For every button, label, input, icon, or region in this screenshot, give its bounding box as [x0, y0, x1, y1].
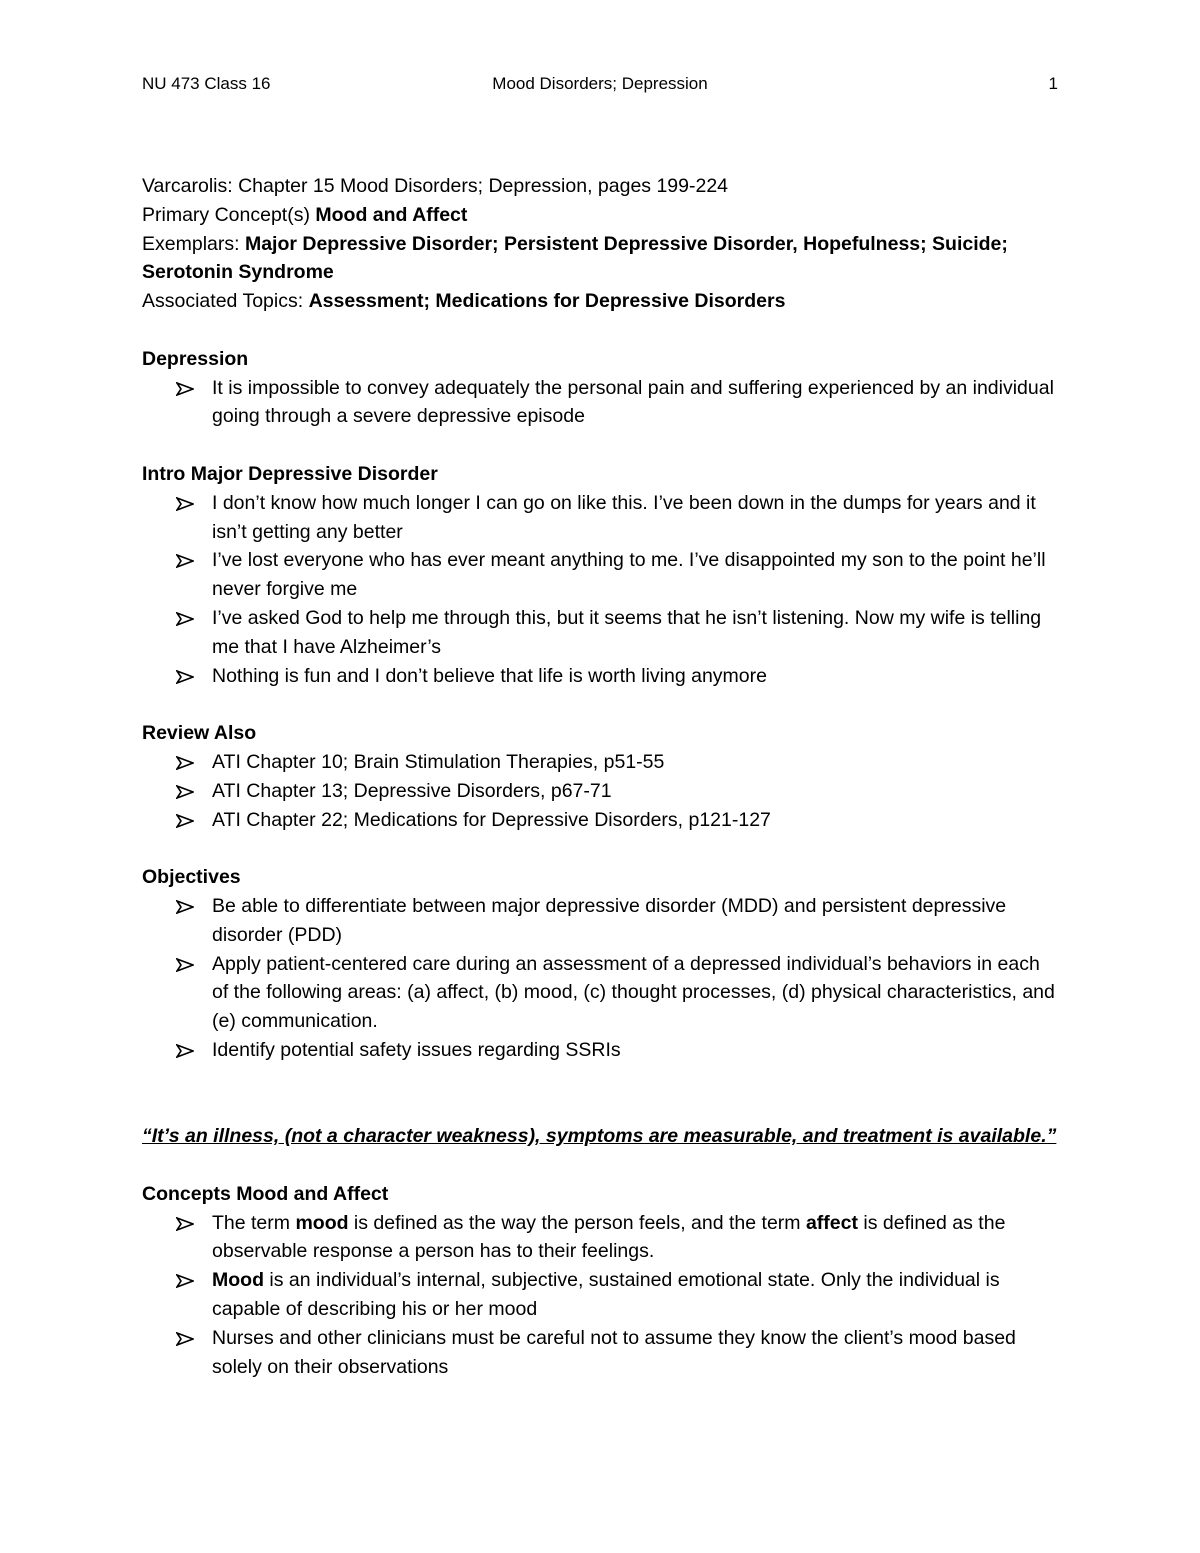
- list-item: I’ve asked God to help me through this, but it seems that he isn’t listening. Now my wife is telling me that I have Alzheimer’s: [142, 604, 1060, 662]
- arrow-bullet-icon: [176, 950, 196, 972]
- list-item: ATI Chapter 22; Medications for Depressive Disorders, p121-127: [142, 806, 1060, 835]
- list-item: Nothing is fun and I don’t believe that life is worth living anymore: [142, 662, 1060, 691]
- arrow-bullet-icon: [176, 1266, 196, 1288]
- list-item: Mood is an individual’s internal, subjective, sustained emotional state. Only the individual is capable of describing his or her mood: [142, 1266, 1060, 1324]
- section-intro-mdd: [142, 460, 1060, 690]
- section-depression: [142, 345, 1060, 431]
- arrow-bullet-icon: [176, 748, 196, 770]
- arrow-bullet-icon: [176, 662, 196, 684]
- associated-topics: Associated Topics: Assessment; Medications for Depressive Disorders: [142, 290, 786, 313]
- list-item: The term mood is defined as the way the person feels, and the term affect is defined as the observable response a person has to their feelings.: [142, 1209, 1060, 1267]
- section-objectives: [142, 863, 1060, 1065]
- list-item: I don’t know how much longer I can go on like this. I’ve been down in the dumps for years and it isn’t getting any better: [142, 489, 1060, 547]
- section-review-also: [142, 719, 1060, 834]
- primary-concepts: Primary Concept(s) Mood and Affect: [142, 203, 468, 226]
- section-heading: Intro Major Depressive Disorder: [142, 462, 438, 485]
- page-header: [142, 74, 1058, 100]
- list-item: It is impossible to convey adequately the personal pain and suffering experienced by an individual going through a severe depressive episode: [142, 374, 1060, 432]
- section-heading: Concepts Mood and Affect: [142, 1182, 389, 1205]
- arrow-bullet-icon: [176, 489, 196, 511]
- list-item: Identify potential safety issues regarding SSRIs: [142, 1036, 1060, 1065]
- list-item: I’ve lost everyone who has ever meant anything to me. I’ve disappointed my son to the point he’ll never forgive me: [142, 546, 1060, 604]
- header-title: Mood Disorders; Depression: [492, 74, 708, 93]
- arrow-bullet-icon: [176, 777, 196, 799]
- arrow-bullet-icon: [176, 546, 196, 568]
- arrow-bullet-icon: [176, 1209, 196, 1231]
- list-item: Be able to differentiate between major depressive disorder (MDD) and persistent depressive disorder (PDD): [142, 892, 1060, 950]
- exemplars: Exemplars: Major Depressive Disorder; Persistent Depressive Disorder, Hopefulness; Suicide; Serotonin Syndrome: [142, 232, 1008, 284]
- list-item: Nurses and other clinicians must be careful not to assume they know the client’s mood based solely on their observations: [142, 1324, 1060, 1382]
- header-page-number: 1: [1048, 74, 1058, 93]
- arrow-bullet-icon: [176, 1324, 196, 1346]
- arrow-bullet-icon: [176, 604, 196, 626]
- arrow-bullet-icon: [176, 374, 196, 396]
- list-item: Apply patient-centered care during an assessment of a depressed individual’s behaviors in each of the following areas: (a) affect, (b) mood, (c) thought processes, (d) physical characteristics, and (e) communication.: [142, 950, 1060, 1036]
- list-item: ATI Chapter 10; Brain Stimulation Therapies, p51-55: [142, 748, 1060, 777]
- list-item: ATI Chapter 13; Depressive Disorders, p67-71: [142, 777, 1060, 806]
- textbook-reference: Varcarolis: Chapter 15 Mood Disorders; Depression, pages 199-224: [142, 175, 729, 197]
- key-quote: “It’s an illness, (not a character weakness), symptoms are measurable, and treatment is available.”: [142, 1125, 1057, 1148]
- section-heading: Review Also: [142, 722, 257, 745]
- arrow-bullet-icon: [176, 1036, 196, 1058]
- section-heading: Depression: [142, 347, 249, 370]
- document-body: [142, 172, 1060, 1381]
- section-concepts: [142, 1180, 1060, 1382]
- header-course: NU 473 Class 16: [142, 74, 271, 93]
- section-heading: Objectives: [142, 866, 241, 889]
- arrow-bullet-icon: [176, 806, 196, 828]
- arrow-bullet-icon: [176, 892, 196, 914]
